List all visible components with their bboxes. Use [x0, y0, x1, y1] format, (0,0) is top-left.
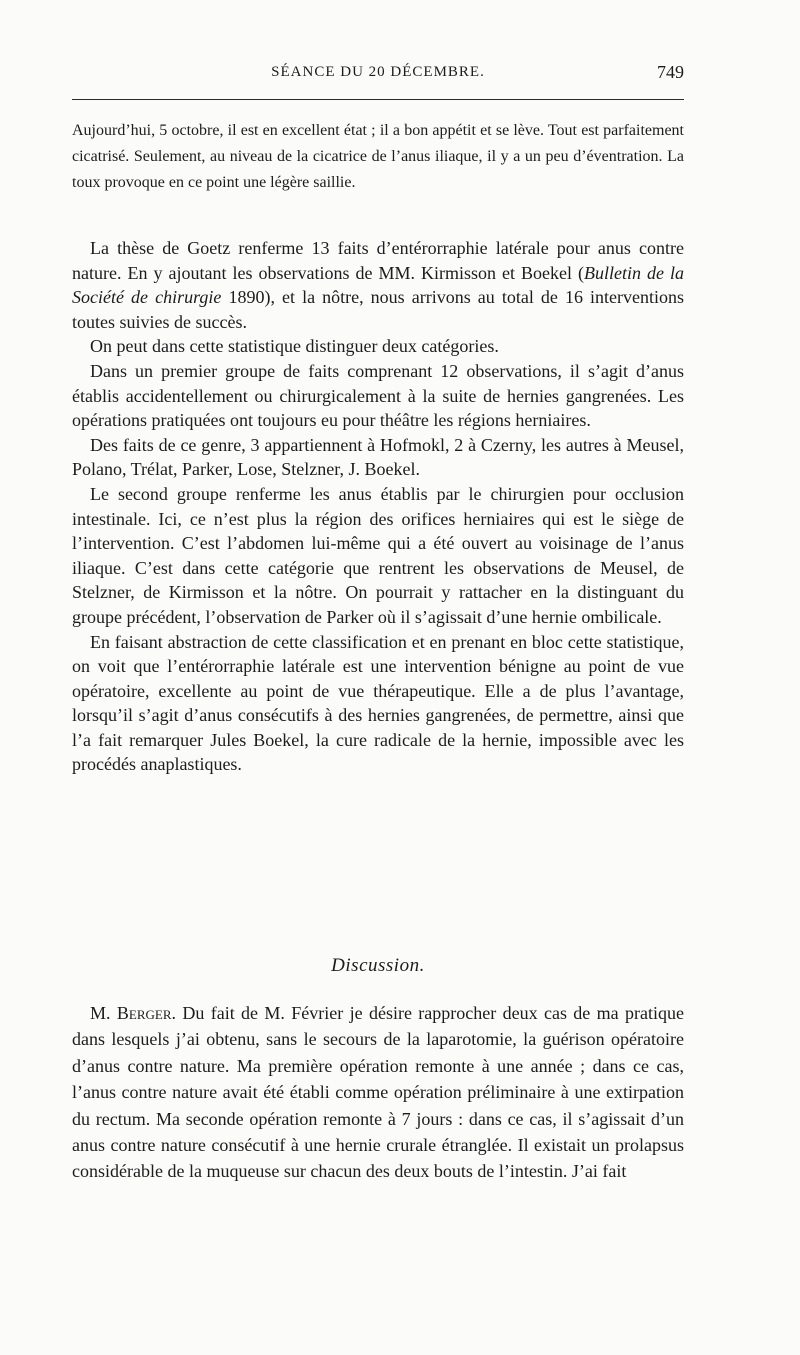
discussion-text: [72, 1000, 684, 1185]
paragraph-first-group: Dans un premier groupe de faits comprenant 12 observations, il s’agit d’anus établis accidentellement ou chirurgicalement à la suite de hernies gangrenées. Les opérations pratiquées ont toujours eu pour théâtre les régions herniaires.: [72, 360, 684, 431]
paragraph-authors: Des faits de ce genre, 3 appartiennent à Hofmokl, 2 à Czerny, les autres à Meusel, Polano, Trélat, Parker, Lose, Stelzner, J. Boekel.: [72, 434, 684, 480]
running-title: SÉANCE DU 20 DÉCEMBRE.: [271, 64, 485, 80]
discussion-heading: Discussion.: [331, 955, 425, 976]
discussion-body: Du fait de M. Février je désire rapprocher deux cas de ma pratique dans lesquels j’ai obtenu, sans le secours de la laparotomie, la guérison opératoire d’anus contre nature. Ma première opération remonte à une année ; dans ce cas, l’anus contre nature avait été établi comme opération préliminaire à une extirpation du rectum. Ma seconde opération remonte à 7 jours : dans ce cas, il s’agissait d’un anus contre nature consécutif à une hernie crurale étranglée. Il existait un prolapsus considérable de la muqueuse sur chacun des deux bouts de l’intestin. J’ai fait: [72, 1003, 684, 1182]
paragraph-conclusion: En faisant abstraction de cette classification et en prenant en bloc cette statistique, on voit que l’entérorraphie latérale est une intervention bénigne au point de vue opératoire, excellente au point de vue thérapeutique. Elle a de plus l’avantage, lorsqu’il s’agit d’anus consécutifs à des hernies gangrenées, de permettre, ainsi que l’a fait remarquer Jules Boekel, la cure radicale de la hernie, impossible avec les procédés anaplastiques.: [72, 631, 684, 775]
paragraph-goetz-end: 1890), et la nôtre, nous arrivons au total de 16 interventions toutes suivies de succès.: [72, 287, 684, 332]
paragraph-second-group: Le second groupe renferme les anus établis par le chirurgien pour occlusion intestinale. Ici, ce n’est plus la région des orifices herniaires qui est le siège de l’intervention. C’est l’abdomen lui-même qui a été ouvert au voisinage de l’anus iliaque. C’est dans cette catégorie que rentrent les observations de Meusel, de Stelzner, de Kirmisson et la nôtre. On pourrait y rattacher en la distinguant du groupe précédent, l’observation de Parker où il s’agissait d’une hernie ombilicale.: [72, 483, 684, 627]
paragraph-categories: On peut dans cette statistique distinguer deux catégories.: [90, 336, 499, 357]
page-number: 749: [657, 62, 684, 82]
header-rule: [72, 99, 684, 100]
bulletin-citation: Bulletin de la Société de chirurgie: [72, 262, 684, 308]
main-text: [72, 236, 684, 777]
discussion-paragraph: [72, 1000, 684, 1185]
running-header: [72, 64, 684, 86]
case-note: [72, 118, 684, 196]
case-note-text: Aujourd’hui, 5 octobre, il est en excellent état ; il a bon appétit et se lève. Tout est parfaitement cicatrisé. Seulement, au niveau de la cicatrice de l’anus iliaque, il y a un peu d’éventration. La toux provoque en ce point une légère saillie.: [72, 122, 684, 191]
paragraph-goetz: [72, 236, 684, 334]
speaker-name: M. Berger.: [90, 1003, 176, 1023]
paragraph-goetz-start: La thèse de Goetz renferme 13 faits d’entérorraphie latérale pour anus contre nature. En y ajoutant les observations de MM. Kirmisson et Boekel (: [72, 238, 684, 283]
